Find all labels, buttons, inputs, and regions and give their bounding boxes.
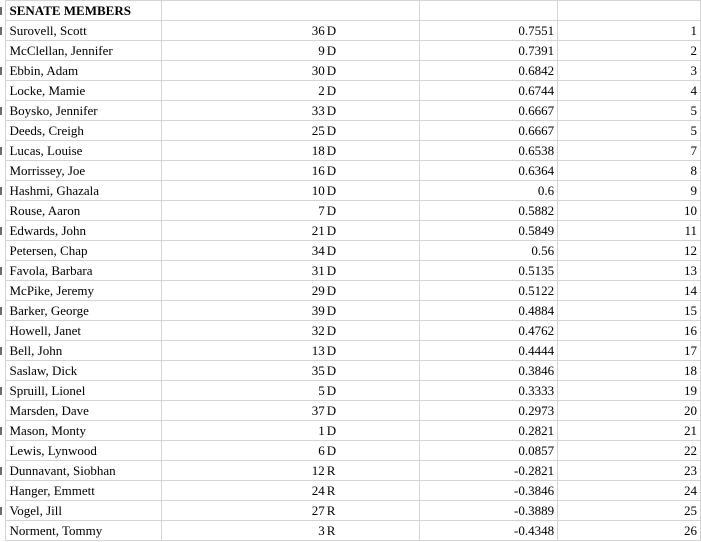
table-row bbox=[0, 481, 701, 501]
row-edge-tick bbox=[0, 267, 2, 275]
score-cell[interactable]: 0.5882 bbox=[420, 201, 558, 221]
district-cell[interactable]: 16 bbox=[162, 161, 326, 181]
rank-cell[interactable]: 12 bbox=[558, 241, 701, 261]
row-edge bbox=[0, 361, 6, 381]
name-cell[interactable]: Petersen, Chap bbox=[6, 241, 162, 261]
rank-cell[interactable]: 25 bbox=[558, 501, 701, 521]
rank-cell[interactable]: 1 bbox=[558, 21, 701, 41]
name-cell[interactable]: Howell, Janet bbox=[6, 321, 162, 341]
table-row bbox=[0, 21, 701, 41]
score-cell[interactable]: -0.3889 bbox=[420, 501, 558, 521]
party-cell[interactable]: D bbox=[326, 321, 420, 341]
table-row bbox=[0, 221, 701, 241]
party-cell[interactable]: D bbox=[326, 181, 420, 201]
score-cell[interactable]: 0.3333 bbox=[420, 381, 558, 401]
score-cell[interactable]: -0.4348 bbox=[420, 521, 558, 541]
name-cell[interactable]: Surovell, Scott bbox=[6, 21, 162, 41]
row-edge-tick bbox=[0, 427, 2, 435]
table-row bbox=[0, 161, 701, 181]
row-edge bbox=[0, 461, 6, 481]
party-cell[interactable]: D bbox=[326, 61, 420, 81]
row-edge bbox=[0, 261, 6, 281]
score-cell[interactable]: 0.6842 bbox=[420, 61, 558, 81]
row-edge bbox=[0, 81, 6, 101]
row-edge-tick bbox=[0, 187, 2, 195]
rank-cell[interactable]: 13 bbox=[558, 261, 701, 281]
row-edge bbox=[0, 161, 6, 181]
district-cell[interactable]: 18 bbox=[162, 141, 326, 161]
table-row bbox=[0, 241, 701, 261]
row-edge-tick bbox=[0, 347, 2, 355]
table-row bbox=[0, 321, 701, 341]
score-cell[interactable]: 0.4884 bbox=[420, 301, 558, 321]
rank-cell[interactable]: 7 bbox=[558, 141, 701, 161]
rank-cell[interactable]: 17 bbox=[558, 341, 701, 361]
table-row bbox=[0, 401, 701, 421]
row-edge-tick bbox=[0, 387, 2, 395]
table-row bbox=[0, 201, 701, 221]
district-cell[interactable]: 32 bbox=[162, 321, 326, 341]
district-cell[interactable]: 12 bbox=[162, 461, 326, 481]
party-cell[interactable]: D bbox=[326, 301, 420, 321]
table-row bbox=[0, 81, 701, 101]
row-edge-tick bbox=[0, 27, 2, 35]
score-cell[interactable]: 0.6744 bbox=[420, 81, 558, 101]
score-cell[interactable]: 0.6364 bbox=[420, 161, 558, 181]
name-cell[interactable]: Barker, George bbox=[6, 301, 162, 321]
spreadsheet-body bbox=[0, 1, 701, 541]
party-cell[interactable]: D bbox=[326, 201, 420, 221]
name-cell[interactable]: Lucas, Louise bbox=[6, 141, 162, 161]
rank-cell[interactable]: 8 bbox=[558, 161, 701, 181]
district-cell[interactable]: 7 bbox=[162, 201, 326, 221]
row-edge bbox=[0, 381, 6, 401]
district-cell[interactable]: 36 bbox=[162, 21, 326, 41]
row-edge bbox=[0, 41, 6, 61]
row-edge bbox=[0, 101, 6, 121]
score-cell[interactable]: 0.5135 bbox=[420, 261, 558, 281]
district-cell[interactable]: 27 bbox=[162, 501, 326, 521]
party-cell[interactable]: D bbox=[326, 41, 420, 61]
name-cell[interactable]: Bell, John bbox=[6, 341, 162, 361]
row-edge bbox=[0, 181, 6, 201]
row-edge bbox=[0, 221, 6, 241]
district-cell[interactable]: 30 bbox=[162, 61, 326, 81]
header-cell-empty[interactable] bbox=[162, 1, 326, 21]
score-cell[interactable]: 0.3846 bbox=[420, 361, 558, 381]
score-cell[interactable]: 0.7551 bbox=[420, 21, 558, 41]
district-cell[interactable]: 5 bbox=[162, 381, 326, 401]
name-cell[interactable]: Locke, Mamie bbox=[6, 81, 162, 101]
row-edge bbox=[0, 1, 6, 21]
party-cell[interactable]: D bbox=[326, 381, 420, 401]
row-edge bbox=[0, 481, 6, 501]
row-edge bbox=[0, 121, 6, 141]
row-edge bbox=[0, 61, 6, 81]
district-cell[interactable]: 10 bbox=[162, 181, 326, 201]
name-cell[interactable]: Marsden, Dave bbox=[6, 401, 162, 421]
score-cell[interactable]: 0.6667 bbox=[420, 101, 558, 121]
score-cell[interactable]: 0.6667 bbox=[420, 121, 558, 141]
row-edge bbox=[0, 281, 6, 301]
party-cell[interactable]: R bbox=[326, 481, 420, 501]
rank-cell[interactable]: 26 bbox=[558, 521, 701, 541]
row-edge-tick bbox=[0, 507, 2, 515]
table-row bbox=[0, 461, 701, 481]
header-cell-empty[interactable] bbox=[420, 1, 558, 21]
party-cell[interactable]: D bbox=[326, 221, 420, 241]
district-cell[interactable]: 29 bbox=[162, 281, 326, 301]
header-cell-empty[interactable] bbox=[558, 1, 701, 21]
name-cell[interactable]: Favola, Barbara bbox=[6, 261, 162, 281]
rank-cell[interactable]: 23 bbox=[558, 461, 701, 481]
row-edge bbox=[0, 421, 6, 441]
rank-cell[interactable]: 22 bbox=[558, 441, 701, 461]
party-cell[interactable]: D bbox=[326, 421, 420, 441]
header-cell-empty[interactable] bbox=[326, 1, 420, 21]
party-cell[interactable]: D bbox=[326, 81, 420, 101]
score-cell[interactable]: -0.3846 bbox=[420, 481, 558, 501]
party-cell[interactable]: D bbox=[326, 21, 420, 41]
name-cell[interactable]: Edwards, John bbox=[6, 221, 162, 241]
rank-cell[interactable]: 5 bbox=[558, 101, 701, 121]
table-row bbox=[0, 261, 701, 281]
name-cell[interactable]: Lewis, Lynwood bbox=[6, 441, 162, 461]
party-cell[interactable]: D bbox=[326, 261, 420, 281]
score-cell[interactable]: 0.4762 bbox=[420, 321, 558, 341]
party-cell[interactable]: D bbox=[326, 241, 420, 261]
name-cell[interactable]: Boysko, Jennifer bbox=[6, 101, 162, 121]
rank-cell[interactable]: 14 bbox=[558, 281, 701, 301]
party-cell[interactable]: D bbox=[326, 141, 420, 161]
name-cell[interactable]: McClellan, Jennifer bbox=[6, 41, 162, 61]
rank-cell[interactable]: 15 bbox=[558, 301, 701, 321]
party-cell[interactable]: R bbox=[326, 461, 420, 481]
district-cell[interactable]: 6 bbox=[162, 441, 326, 461]
party-cell[interactable]: D bbox=[326, 121, 420, 141]
table-row bbox=[0, 361, 701, 381]
district-cell[interactable]: 13 bbox=[162, 341, 326, 361]
party-cell[interactable]: D bbox=[326, 441, 420, 461]
rank-cell[interactable]: 4 bbox=[558, 81, 701, 101]
table-row bbox=[0, 141, 701, 161]
rank-cell[interactable]: 11 bbox=[558, 221, 701, 241]
rank-cell[interactable]: 10 bbox=[558, 201, 701, 221]
score-cell[interactable]: 0.5849 bbox=[420, 221, 558, 241]
name-cell[interactable]: Spruill, Lionel bbox=[6, 381, 162, 401]
row-edge bbox=[0, 141, 6, 161]
name-cell[interactable]: Hanger, Emmett bbox=[6, 481, 162, 501]
district-cell[interactable]: 9 bbox=[162, 41, 326, 61]
row-edge bbox=[0, 441, 6, 461]
table-row bbox=[0, 341, 701, 361]
table-row bbox=[0, 61, 701, 81]
rank-cell[interactable]: 3 bbox=[558, 61, 701, 81]
row-edge bbox=[0, 201, 6, 221]
score-cell[interactable]: 0.56 bbox=[420, 241, 558, 261]
row-edge bbox=[0, 321, 6, 341]
name-cell[interactable]: Hashmi, Ghazala bbox=[6, 181, 162, 201]
table-row bbox=[0, 501, 701, 521]
score-cell[interactable]: -0.2821 bbox=[420, 461, 558, 481]
row-edge bbox=[0, 241, 6, 261]
rank-cell[interactable]: 18 bbox=[558, 361, 701, 381]
district-cell[interactable]: 35 bbox=[162, 361, 326, 381]
district-cell[interactable]: 31 bbox=[162, 261, 326, 281]
score-cell[interactable]: 0.6 bbox=[420, 181, 558, 201]
party-cell[interactable]: R bbox=[326, 521, 420, 541]
district-cell[interactable]: 39 bbox=[162, 301, 326, 321]
rank-cell[interactable]: 9 bbox=[558, 181, 701, 201]
table-row bbox=[0, 121, 701, 141]
district-cell[interactable]: 24 bbox=[162, 481, 326, 501]
name-cell[interactable]: Vogel, Jill bbox=[6, 501, 162, 521]
name-cell[interactable]: Morrissey, Joe bbox=[6, 161, 162, 181]
name-cell[interactable]: Ebbin, Adam bbox=[6, 61, 162, 81]
row-edge-tick bbox=[0, 227, 2, 235]
score-cell[interactable]: 0.4444 bbox=[420, 341, 558, 361]
table-row bbox=[0, 381, 701, 401]
table-row bbox=[0, 281, 701, 301]
row-edge bbox=[0, 521, 6, 541]
name-cell[interactable]: Mason, Monty bbox=[6, 421, 162, 441]
row-edge-tick bbox=[0, 147, 2, 155]
district-cell[interactable]: 3 bbox=[162, 521, 326, 541]
rank-cell[interactable]: 20 bbox=[558, 401, 701, 421]
score-cell[interactable]: 0.6538 bbox=[420, 141, 558, 161]
table-row bbox=[0, 521, 701, 541]
row-edge bbox=[0, 401, 6, 421]
name-cell[interactable]: Rouse, Aaron bbox=[6, 201, 162, 221]
table-row bbox=[0, 301, 701, 321]
row-edge-tick bbox=[0, 67, 2, 75]
row-edge bbox=[0, 341, 6, 361]
table-row bbox=[0, 41, 701, 61]
rank-cell[interactable]: 19 bbox=[558, 381, 701, 401]
district-cell[interactable]: 37 bbox=[162, 401, 326, 421]
rank-cell[interactable]: 24 bbox=[558, 481, 701, 501]
party-cell[interactable]: D bbox=[326, 161, 420, 181]
party-cell[interactable]: R bbox=[326, 501, 420, 521]
party-cell[interactable]: D bbox=[326, 101, 420, 121]
name-cell[interactable]: Saslaw, Dick bbox=[6, 361, 162, 381]
party-cell[interactable]: D bbox=[326, 281, 420, 301]
district-cell[interactable]: 21 bbox=[162, 221, 326, 241]
row-edge-tick bbox=[0, 307, 2, 315]
party-cell[interactable]: D bbox=[326, 361, 420, 381]
score-cell[interactable]: 0.7391 bbox=[420, 41, 558, 61]
header-cell-title[interactable]: SENATE MEMBERS bbox=[6, 1, 162, 21]
score-cell[interactable]: 0.2821 bbox=[420, 421, 558, 441]
table-row bbox=[0, 101, 701, 121]
party-cell[interactable]: D bbox=[326, 401, 420, 421]
district-cell[interactable]: 2 bbox=[162, 81, 326, 101]
row-edge bbox=[0, 21, 6, 41]
district-cell[interactable]: 34 bbox=[162, 241, 326, 261]
table-row bbox=[0, 421, 701, 441]
row-edge bbox=[0, 301, 6, 321]
name-cell[interactable]: Dunnavant, Siobhan bbox=[6, 461, 162, 481]
rank-cell[interactable]: 2 bbox=[558, 41, 701, 61]
rank-cell[interactable]: 16 bbox=[558, 321, 701, 341]
table-row bbox=[0, 181, 701, 201]
row-edge bbox=[0, 501, 6, 521]
name-cell[interactable]: McPike, Jeremy bbox=[6, 281, 162, 301]
district-cell[interactable]: 25 bbox=[162, 121, 326, 141]
name-cell[interactable]: Norment, Tommy bbox=[6, 521, 162, 541]
score-cell[interactable]: 0.2973 bbox=[420, 401, 558, 421]
score-cell[interactable]: 0.0857 bbox=[420, 441, 558, 461]
table-row bbox=[0, 441, 701, 461]
row-edge-tick bbox=[0, 107, 2, 115]
district-cell[interactable]: 33 bbox=[162, 101, 326, 121]
rank-cell[interactable]: 5 bbox=[558, 121, 701, 141]
score-cell[interactable]: 0.5122 bbox=[420, 281, 558, 301]
district-cell[interactable]: 1 bbox=[162, 421, 326, 441]
header-row bbox=[0, 1, 701, 21]
party-cell[interactable]: D bbox=[326, 341, 420, 361]
row-edge-tick bbox=[0, 467, 2, 475]
row-edge-tick bbox=[0, 7, 2, 15]
rank-cell[interactable]: 21 bbox=[558, 421, 701, 441]
name-cell[interactable]: Deeds, Creigh bbox=[6, 121, 162, 141]
